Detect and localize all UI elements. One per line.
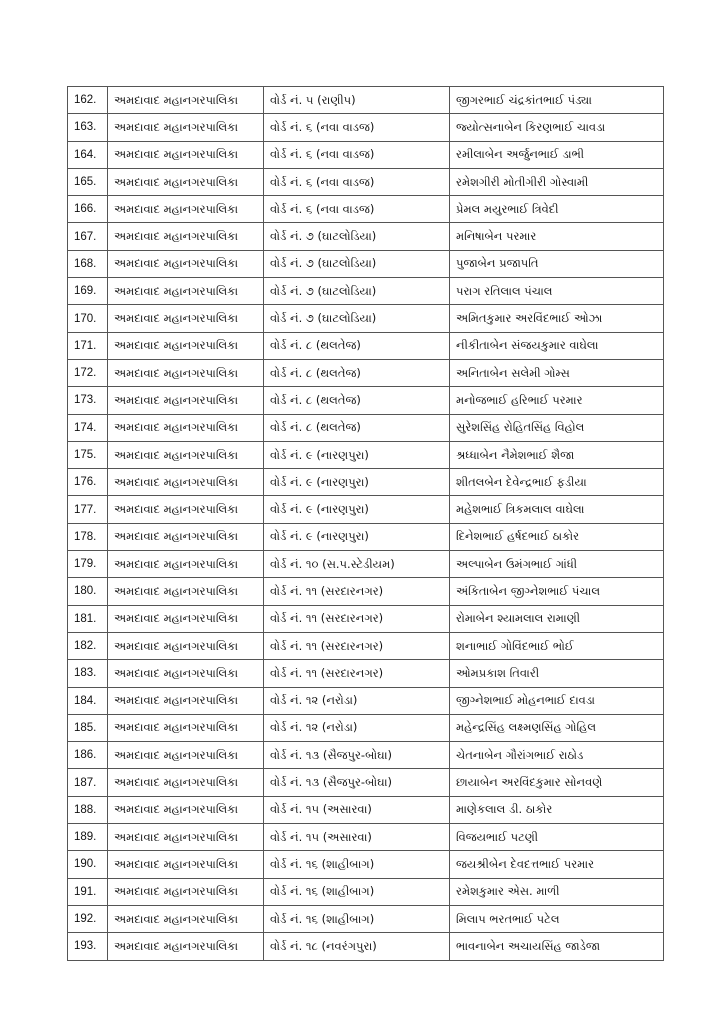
serial-number-cell: 174. [68, 414, 108, 441]
ward-cell: વોર્ડ નં. ૧૧ (સરદારનગર) [264, 632, 450, 659]
serial-number-cell: 181. [68, 605, 108, 632]
ward-cell: વોર્ડ નં. ૧૩ (સૈજપુર-બોઘા) [264, 742, 450, 769]
ward-cell: વોર્ડ નં. ૭ (ઘાટલોડિયા) [264, 278, 450, 305]
serial-number-cell: 189. [68, 824, 108, 851]
municipal-body-cell: અમદાવાદ મહાનગરપાલિકા [108, 796, 264, 823]
serial-number-cell: 171. [68, 332, 108, 359]
candidate-name-cell: રમેશગીરી મોતીગીરી ગોસ્વામી [450, 168, 664, 195]
ward-cell: વોર્ડ નં. ૯ (નારણપુરા) [264, 496, 450, 523]
serial-number-cell: 186. [68, 742, 108, 769]
municipal-body-cell: અમદાવાદ મહાનગરપાલિકા [108, 414, 264, 441]
table-row [68, 250, 664, 277]
ward-cell: વોર્ડ નં. ૧૮ (નવરંગપુરા) [264, 933, 450, 960]
municipal-body-cell: અમદાવાદ મહાનગરપાલિકા [108, 824, 264, 851]
municipal-body-cell: અમદાવાદ મહાનગરપાલિકા [108, 878, 264, 905]
ward-cell: વોર્ડ નં. ૭ (ઘાટલોડિયા) [264, 305, 450, 332]
candidate-name-cell: પુજાબેન પ્રજાપતિ [450, 250, 664, 277]
table-row [68, 223, 664, 250]
municipal-body-cell: અમદાવાદ મહાનગરપાલિકા [108, 114, 264, 141]
municipal-body-cell: અમદાવાદ મહાનગરપાલિકા [108, 660, 264, 687]
ward-cell: વોર્ડ નં. ૯ (નારણપુરા) [264, 469, 450, 496]
ward-cell: વોર્ડ નં. ૬ (નવા વાડજ) [264, 114, 450, 141]
table-row [68, 387, 664, 414]
table-row [68, 196, 664, 223]
candidate-name-cell: શનાભાઈ ગોવિંદભાઈ ભોઈ [450, 632, 664, 659]
candidate-name-cell: મહેન્દ્રસિંહ લક્ષ્મણસિંહ ગોહિલ [450, 714, 664, 741]
table-row [68, 278, 664, 305]
serial-number-cell: 179. [68, 551, 108, 578]
candidate-name-cell: જીગરભાઈ ચંદ્રકાંતભાઈ પંડ્યા [450, 87, 664, 114]
municipal-body-cell: અમદાવાદ મહાનગરપાલિકા [108, 305, 264, 332]
candidate-name-cell: જ્યોત્સનાબેન કિરણભાઈ ચાવડા [450, 114, 664, 141]
table-row [68, 305, 664, 332]
candidate-name-cell: મહેશભાઈ ત્રિકમલાલ વાઘેલા [450, 496, 664, 523]
municipal-body-cell: અમદાવાદ મહાનગરપાલિકા [108, 742, 264, 769]
candidate-name-cell: શીતલબેન દેવેન્દ્રભાઈ ફડીયા [450, 469, 664, 496]
table-body [68, 87, 664, 961]
table-row [68, 523, 664, 550]
ward-cell: વોર્ડ નં. ૮ (થલતેજ) [264, 414, 450, 441]
ward-cell: વોર્ડ નં. ૧૬ (શાહીબાગ) [264, 851, 450, 878]
candidate-name-cell: મિલાપ ભરતભાઈ પટેલ [450, 905, 664, 932]
municipal-body-cell: અમદાવાદ મહાનગરપાલિકા [108, 714, 264, 741]
candidate-name-cell: રમેશકુમાર એસ. માળી [450, 878, 664, 905]
serial-number-cell: 170. [68, 305, 108, 332]
ward-cell: વોર્ડ નં. ૮ (થલતેજ) [264, 387, 450, 414]
serial-number-cell: 184. [68, 687, 108, 714]
table-row [68, 769, 664, 796]
candidate-name-cell: માણેકલાલ ડી. ઠાકોર [450, 796, 664, 823]
municipal-body-cell: અમદાવાદ મહાનગરપાલિકા [108, 851, 264, 878]
serial-number-cell: 162. [68, 87, 108, 114]
serial-number-cell: 191. [68, 878, 108, 905]
serial-number-cell: 185. [68, 714, 108, 741]
ward-cell: વોર્ડ નં. ૫ (રાણીપ) [264, 87, 450, 114]
table-row [68, 168, 664, 195]
municipal-body-cell: અમદાવાદ મહાનગરપાલિકા [108, 605, 264, 632]
serial-number-cell: 175. [68, 441, 108, 468]
candidate-name-cell: છાયાબેન અરવિંદકુમાર સોનવણે [450, 769, 664, 796]
municipal-body-cell: અમદાવાદ મહાનગરપાલિકા [108, 933, 264, 960]
table-row [68, 687, 664, 714]
municipal-body-cell: અમદાવાદ મહાનગરપાલિકા [108, 168, 264, 195]
serial-number-cell: 190. [68, 851, 108, 878]
table-row [68, 332, 664, 359]
municipal-body-cell: અમદાવાદ મહાનગરપાલિકા [108, 523, 264, 550]
municipal-body-cell: અમદાવાદ મહાનગરપાલિકા [108, 496, 264, 523]
municipal-body-cell: અમદાવાદ મહાનગરપાલિકા [108, 905, 264, 932]
serial-number-cell: 193. [68, 933, 108, 960]
ward-cell: વોર્ડ નં. ૧૦ (સ.પ.સ્ટેડીયમ) [264, 551, 450, 578]
candidate-name-cell: રોમાબેન શ્યામલાલ રામાણી [450, 605, 664, 632]
municipal-body-cell: અમદાવાદ મહાનગરપાલિકા [108, 141, 264, 168]
candidate-name-cell: પ્રેમલ મયુરભાઈ ત્રિવેદી [450, 196, 664, 223]
ward-cell: વોર્ડ નં. ૯ (નારણપુરા) [264, 523, 450, 550]
candidate-name-cell: ઓમપ્રકાશ તિવારી [450, 660, 664, 687]
serial-number-cell: 163. [68, 114, 108, 141]
municipal-body-cell: અમદાવાદ મહાનગરપાલિકા [108, 196, 264, 223]
table-row [68, 851, 664, 878]
serial-number-cell: 166. [68, 196, 108, 223]
ward-cell: વોર્ડ નં. ૬ (નવા વાડજ) [264, 141, 450, 168]
candidate-name-cell: પરાગ રતિલાલ પંચાલ [450, 278, 664, 305]
serial-number-cell: 187. [68, 769, 108, 796]
candidate-name-cell: જીગ્નેશભાઈ મોહનભાઈ દાવડા [450, 687, 664, 714]
municipal-body-cell: અમદાવાદ મહાનગરપાલિકા [108, 223, 264, 250]
serial-number-cell: 165. [68, 168, 108, 195]
serial-number-cell: 178. [68, 523, 108, 550]
table-row [68, 469, 664, 496]
serial-number-cell: 188. [68, 796, 108, 823]
table-row [68, 714, 664, 741]
candidate-name-cell: અમિતકુમાર અરવિંદભાઈ ઓઝા [450, 305, 664, 332]
serial-number-cell: 164. [68, 141, 108, 168]
municipal-body-cell: અમદાવાદ મહાનગરપાલિકા [108, 769, 264, 796]
ward-cell: વોર્ડ નં. ૧૨ (નરોડા) [264, 687, 450, 714]
serial-number-cell: 192. [68, 905, 108, 932]
ward-cell: વોર્ડ નં. ૧૬ (શાહીબાગ) [264, 878, 450, 905]
table-row [68, 114, 664, 141]
table-row [68, 605, 664, 632]
municipal-body-cell: અમદાવાદ મહાનગરપાલિકા [108, 332, 264, 359]
municipal-body-cell: અમદાવાદ મહાનગરપાલિકા [108, 441, 264, 468]
serial-number-cell: 167. [68, 223, 108, 250]
candidate-name-cell: અલ્પાબેન ઉમંગભાઈ ગાંધી [450, 551, 664, 578]
municipal-body-cell: અમદાવાદ મહાનગરપાલિકા [108, 87, 264, 114]
table-row [68, 551, 664, 578]
ward-cell: વોર્ડ નં. ૭ (ઘાટલોડિયા) [264, 223, 450, 250]
candidate-name-cell: શ્રધ્ધાબેન નૈમેશભાઈ શૈજા [450, 441, 664, 468]
municipal-body-cell: અમદાવાદ મહાનગરપાલિકા [108, 578, 264, 605]
table-row [68, 496, 664, 523]
serial-number-cell: 180. [68, 578, 108, 605]
ward-cell: વોર્ડ નં. ૮ (થલતેજ) [264, 332, 450, 359]
serial-number-cell: 168. [68, 250, 108, 277]
table-row [68, 796, 664, 823]
serial-number-cell: 176. [68, 469, 108, 496]
table-row [68, 141, 664, 168]
candidate-name-cell: અંકિતાબેન જીગ્નેશભાઈ પંચાલ [450, 578, 664, 605]
municipal-body-cell: અમદાવાદ મહાનગરપાલિકા [108, 632, 264, 659]
ward-cell: વોર્ડ નં. ૬ (નવા વાડજ) [264, 196, 450, 223]
table-row [68, 933, 664, 960]
serial-number-cell: 177. [68, 496, 108, 523]
serial-number-cell: 172. [68, 359, 108, 386]
candidate-name-cell: જયશ્રીબેન દેવદત્તભાઈ પરમાર [450, 851, 664, 878]
candidate-name-cell: વિજયભાઈ પટણી [450, 824, 664, 851]
table-row [68, 824, 664, 851]
ward-cell: વોર્ડ નં. ૧૨ (નરોડા) [264, 714, 450, 741]
candidate-table [67, 86, 664, 961]
table-row [68, 905, 664, 932]
ward-cell: વોર્ડ નં. ૧૧ (સરદારનગર) [264, 605, 450, 632]
ward-cell: વોર્ડ નં. ૧૧ (સરદારનગર) [264, 660, 450, 687]
municipal-body-cell: અમદાવાદ મહાનગરપાલિકા [108, 687, 264, 714]
ward-cell: વોર્ડ નં. ૧૬ (શાહીબાગ) [264, 905, 450, 932]
candidate-name-cell: નીકીતાબેન સંજયકુમાર વાઘેલા [450, 332, 664, 359]
municipal-body-cell: અમદાવાદ મહાનગરપાલિકા [108, 387, 264, 414]
table-row [68, 359, 664, 386]
ward-cell: વોર્ડ નં. ૯ (નારણપુરા) [264, 441, 450, 468]
municipal-body-cell: અમદાવાદ મહાનગરપાલિકા [108, 278, 264, 305]
ward-cell: વોર્ડ નં. ૧૫ (અસારવા) [264, 796, 450, 823]
candidate-name-cell: દિનેશભાઈ હર્ષદભાઈ ઠાકોર [450, 523, 664, 550]
table-row [68, 632, 664, 659]
candidate-name-cell: સુરેશસિંહ રોહિતસિંહ વિહોલ [450, 414, 664, 441]
table-row [68, 660, 664, 687]
serial-number-cell: 182. [68, 632, 108, 659]
serial-number-cell: 183. [68, 660, 108, 687]
ward-cell: વોર્ડ નં. ૧૫ (અસારવા) [264, 824, 450, 851]
candidate-name-cell: ભાવનાબેન અચાયસિંહ જાડેજા [450, 933, 664, 960]
candidate-name-cell: મનોજભાઈ હરિભાઈ પરમાર [450, 387, 664, 414]
table-row [68, 441, 664, 468]
municipal-body-cell: અમદાવાદ મહાનગરપાલિકા [108, 359, 264, 386]
ward-cell: વોર્ડ નં. ૬ (નવા વાડજ) [264, 168, 450, 195]
table-row [68, 414, 664, 441]
serial-number-cell: 169. [68, 278, 108, 305]
ward-cell: વોર્ડ નં. ૧૧ (સરદારનગર) [264, 578, 450, 605]
table-row [68, 87, 664, 114]
table-row [68, 878, 664, 905]
table-row [68, 578, 664, 605]
serial-number-cell: 173. [68, 387, 108, 414]
ward-cell: વોર્ડ નં. ૮ (થલતેજ) [264, 359, 450, 386]
ward-cell: વોર્ડ નં. ૭ (ઘાટલોડિયા) [264, 250, 450, 277]
candidate-name-cell: અનિતાબેન સલેમી ગોમ્સ [450, 359, 664, 386]
table-row [68, 742, 664, 769]
candidate-name-cell: મનિષાબેન પરમાર [450, 223, 664, 250]
municipal-body-cell: અમદાવાદ મહાનગરપાલિકા [108, 469, 264, 496]
candidate-name-cell: રમીલાબેન અર્જુનભાઈ ડાભી [450, 141, 664, 168]
ward-cell: વોર્ડ નં. ૧૩ (સૈજપુર-બોઘા) [264, 769, 450, 796]
municipal-body-cell: અમદાવાદ મહાનગરપાલિકા [108, 551, 264, 578]
municipal-body-cell: અમદાવાદ મહાનગરપાલિકા [108, 250, 264, 277]
candidate-name-cell: ચેતનાબેન ગૌરાંગભાઈ રાઠોડ [450, 742, 664, 769]
